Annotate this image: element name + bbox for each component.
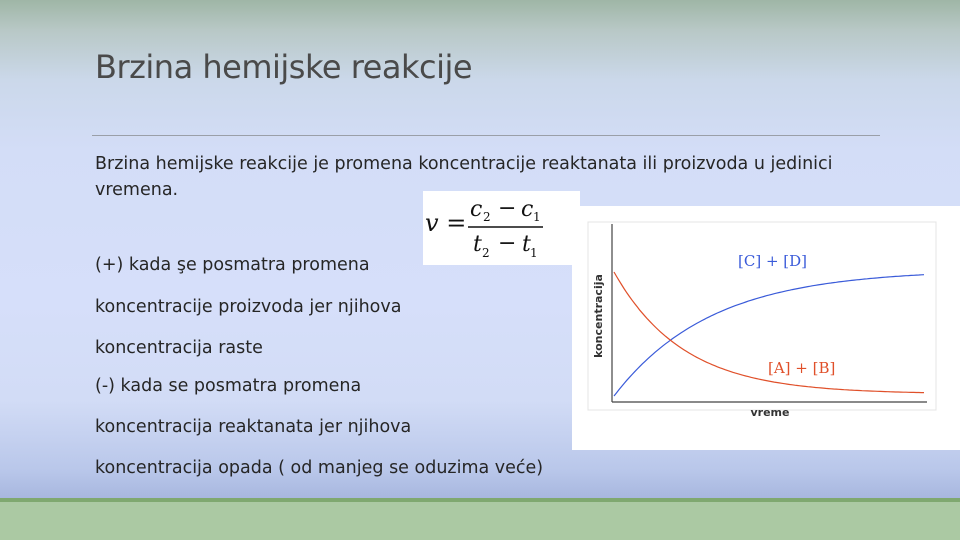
formula-t2-sub: 2 (482, 246, 490, 260)
body-line-1: (+) kada şe posmatra promena (95, 255, 370, 275)
body-line-4: (-) kada se posmatra promena (95, 376, 362, 396)
rate-formula (423, 191, 580, 265)
formula-c1: c (521, 197, 534, 222)
formula-t2: t (473, 232, 482, 257)
plot-frame (588, 222, 936, 410)
products-label: [C] + [D] (738, 252, 808, 270)
y-axis-label: koncentracija (592, 274, 605, 358)
title-divider (92, 135, 880, 136)
footer-band (0, 498, 960, 540)
body-line-3: koncentracija raste (95, 338, 263, 358)
body-line-6: koncentracija opada ( od manjeg se oduzima veće) (95, 458, 544, 478)
slide-title: Brzina hemijske reakcije (95, 48, 473, 86)
concentration-graph (572, 206, 960, 450)
formula-t1-sub: 1 (530, 246, 538, 260)
formula-lhs: v = (425, 209, 467, 237)
formula-minus-bottom: − (498, 231, 517, 256)
intro-paragraph: Brzina hemijske reakcije je promena koncentracije reaktanata ili proizvoda u jedinici vremena. (95, 154, 833, 200)
formula-minus-top: − (498, 196, 517, 221)
formula-t1: t (522, 232, 531, 257)
formula-c2: c (470, 197, 483, 222)
formula-c2-sub: 2 (483, 210, 491, 224)
body-line-2: koncentracije proizvoda jer njihova (95, 297, 402, 317)
x-axis-label: vreme (750, 406, 790, 419)
body-line-5: koncentracija reaktanata jer njihova (95, 417, 412, 437)
reactants-label: [A] + [B] (768, 359, 836, 377)
formula-c1-sub: 1 (533, 210, 541, 224)
